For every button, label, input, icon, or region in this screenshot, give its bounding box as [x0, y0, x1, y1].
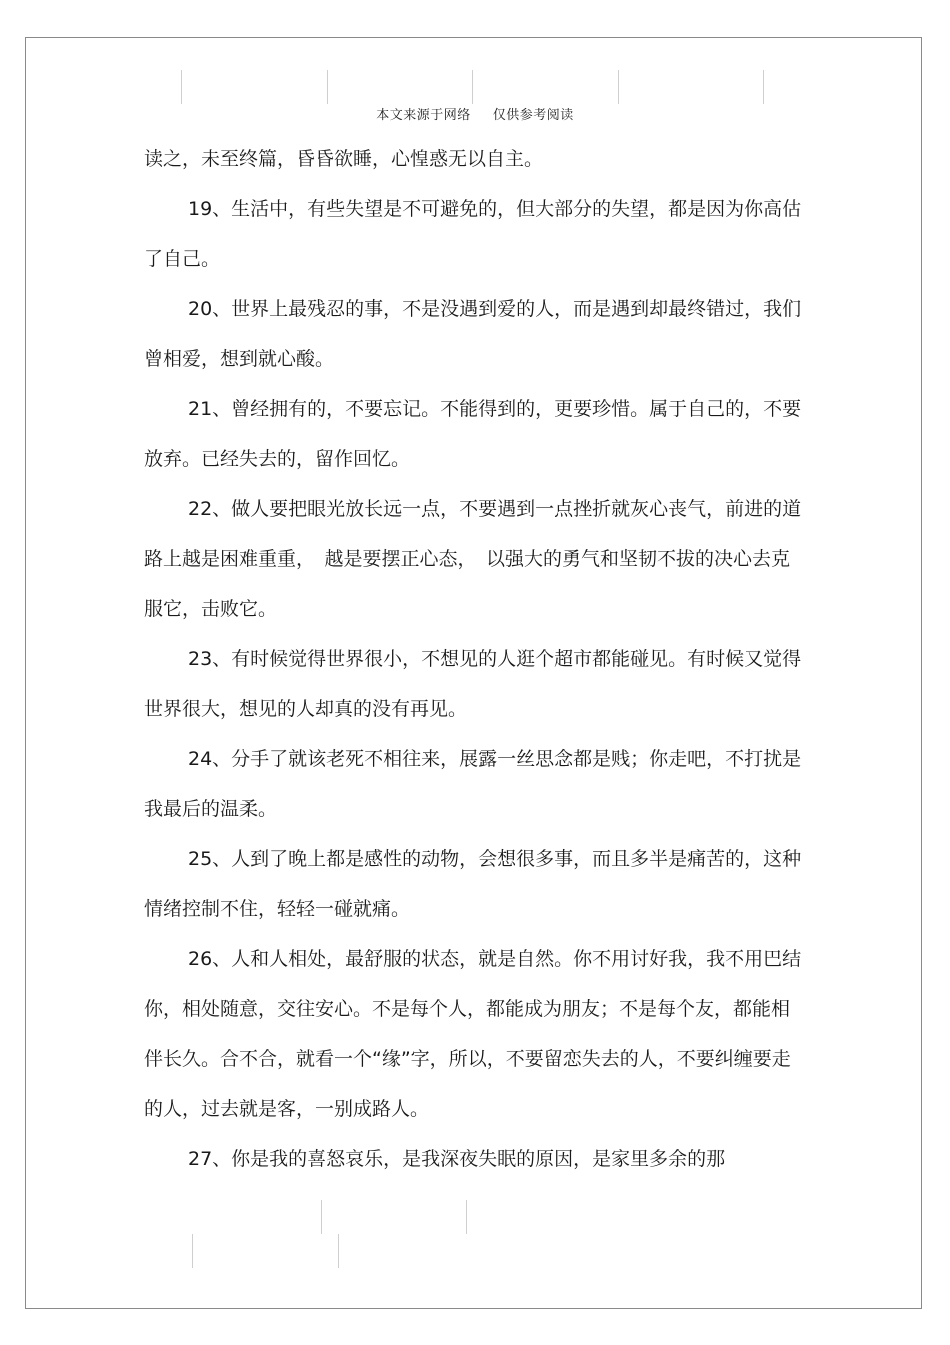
source-note: 本文来源于网络 — [376, 108, 471, 123]
top-tick-4 — [618, 70, 619, 104]
top-tick-5 — [763, 70, 764, 104]
paragraph-continuation: 读之，未至终篇，昏昏欲睡，心惶惑无以自主。 — [144, 148, 544, 170]
bottom-tick-2 — [466, 1200, 467, 1234]
paragraph-24: 24、分手了就该老死不相往来，展露一丝思念都是贱；你走吧，不打扰是我最后的温柔。 — [144, 748, 802, 820]
bottom-tick-4 — [338, 1234, 339, 1268]
paragraph-27: 27、你是我的喜怒哀乐，是我深夜失眠的原因，是家里多余的那 — [188, 1148, 726, 1170]
paragraph-26: 26、人和人相处，最舒服的状态，就是自然。你不用讨好我，我不用巴结你，相处随意，交往安心。不是每个人，都能成为朋友；不是每个友，都能相伴长久。合不合，就看一个“缘”字，所以，不要留恋失去的人，不要纠缠要走的人，过去就是客，一别成路人。 — [144, 948, 802, 1120]
bottom-tick-1 — [321, 1200, 322, 1234]
top-tick-1 — [181, 70, 182, 104]
paragraph-22: 22、做人要把眼光放长远一点，不要遇到一点挫折就灰心丧气，前进的道路上越是困难重重， 越是要摆正心态， 以强大的勇气和坚韧不拔的决心去克服它，击败它。 — [144, 498, 802, 620]
bottom-tick-3 — [192, 1234, 193, 1268]
header-note — [0, 104, 950, 123]
document-body — [144, 134, 804, 1184]
paragraph-19: 19、生活中，有些失望是不可避免的，但大部分的失望，都是因为你高估了自己。 — [144, 198, 802, 270]
reference-note: 仅供参考阅读 — [492, 108, 574, 123]
paragraph-23: 23、有时候觉得世界很小，不想见的人逛个超市都能碰见。有时候又觉得世界很大，想见的人却真的没有再见。 — [144, 648, 802, 720]
top-tick-3 — [472, 70, 473, 104]
paragraph-20: 20、世界上最残忍的事，不是没遇到爱的人，而是遇到却最终错过，我们曾相爱，想到就心酸。 — [144, 298, 802, 370]
top-tick-2 — [327, 70, 328, 104]
paragraph-21: 21、曾经拥有的，不要忘记。不能得到的，更要珍惜。属于自己的，不要放弃。已经失去的，留作回忆。 — [144, 398, 802, 470]
paragraph-25: 25、人到了晚上都是感性的动物，会想很多事，而且多半是痛苦的，这种情绪控制不住，轻轻一碰就痛。 — [144, 848, 802, 920]
